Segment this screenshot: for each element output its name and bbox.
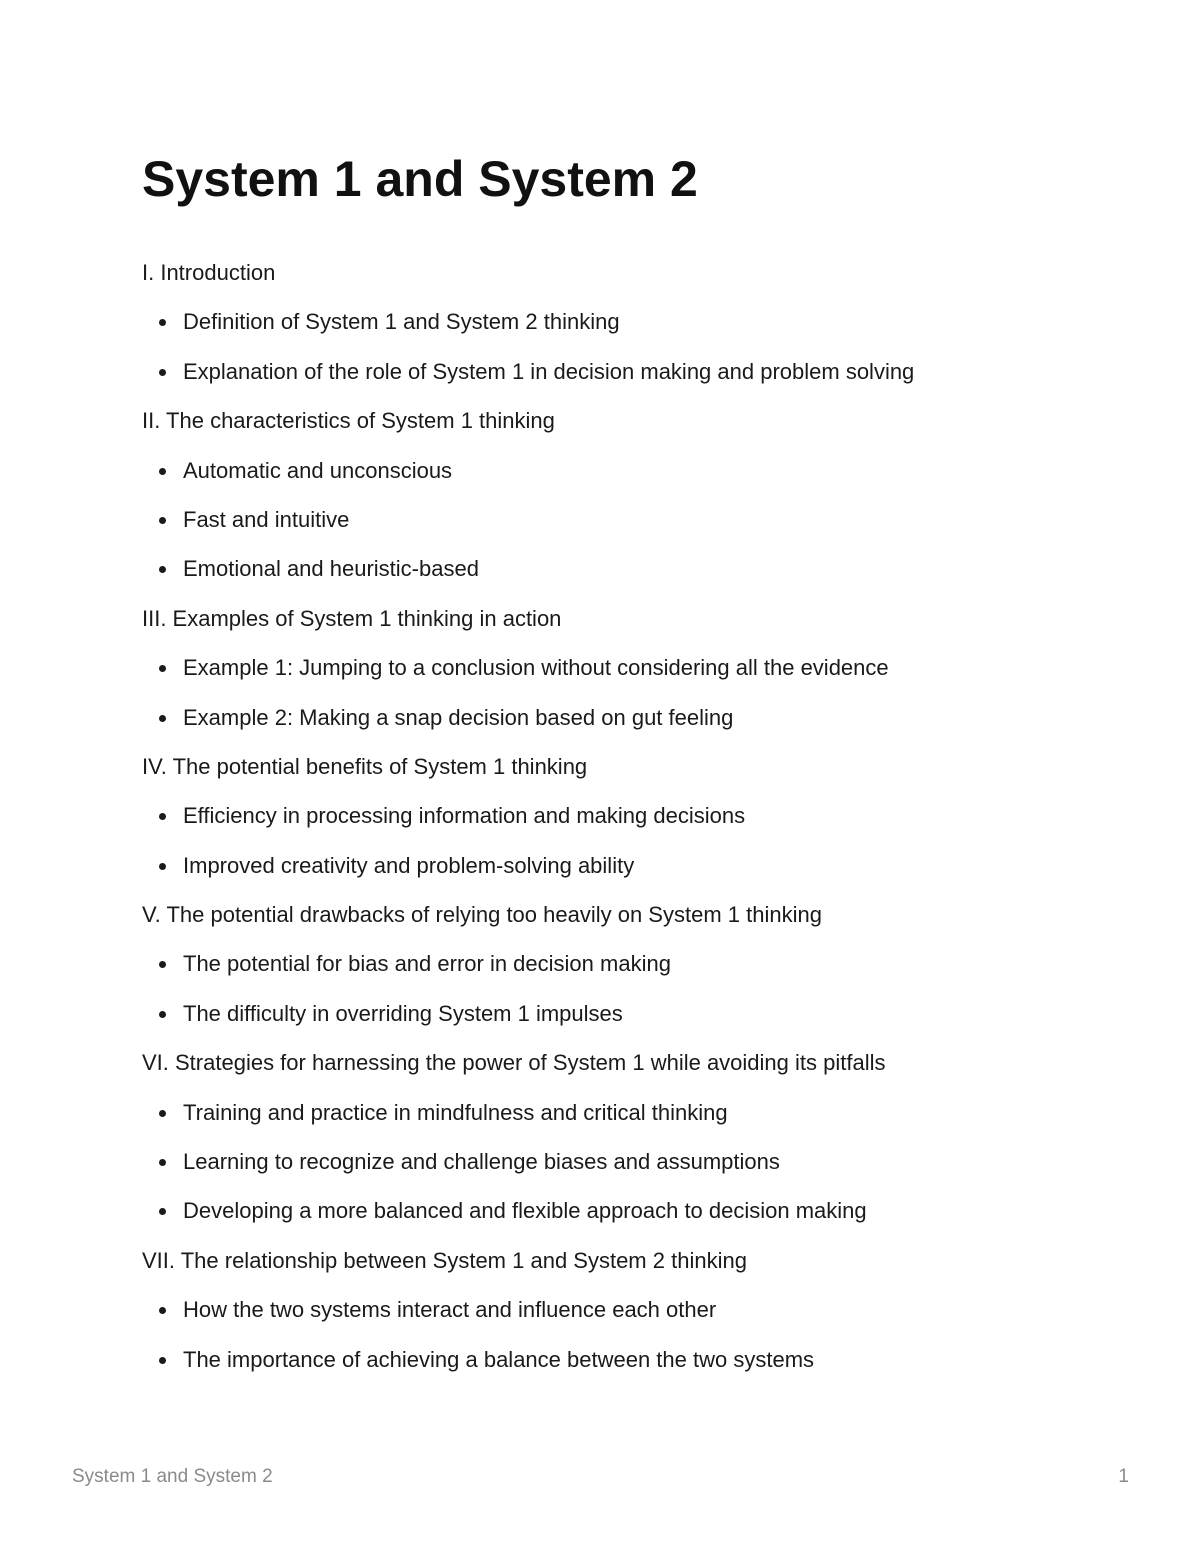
bullet-icon xyxy=(159,665,166,672)
list-item-text: The potential for bias and error in decision making xyxy=(183,951,671,977)
bullet-icon xyxy=(159,468,166,475)
list-item xyxy=(142,503,1102,552)
bullet-icon xyxy=(159,715,166,722)
list-item xyxy=(142,552,1102,601)
bullet-icon xyxy=(159,1159,166,1166)
list-item-text: Fast and intuitive xyxy=(183,506,350,532)
list-item xyxy=(142,454,1102,503)
list-item-text: Developing a more balanced and flexible approach to decision making xyxy=(183,1198,867,1224)
list-item xyxy=(142,1343,1102,1392)
list-item xyxy=(142,651,1102,700)
list-item-text: The difficulty in overriding System 1 impulses xyxy=(183,1000,623,1026)
list-item-text: Explanation of the role of System 1 in decision making and problem solving xyxy=(183,358,915,384)
section-heading-7: VII. The relationship between System 1 and System 2 thinking xyxy=(142,1247,747,1273)
section-heading-6: VI. Strategies for harnessing the power of System 1 while avoiding its pitfalls xyxy=(142,1050,886,1076)
bullet-icon xyxy=(159,566,166,573)
section-heading-5: V. The potential drawbacks of relying too heavily on System 1 thinking xyxy=(142,902,822,928)
bullet-icon xyxy=(159,863,166,870)
list-item xyxy=(142,799,1102,848)
list-item-text: Automatic and unconscious xyxy=(183,457,453,483)
bullet-list-1 xyxy=(142,305,1102,404)
outline xyxy=(142,256,1102,1392)
list-item xyxy=(142,701,1102,750)
list-item xyxy=(142,1096,1102,1145)
footer-page-number: 1 xyxy=(1118,1466,1129,1487)
bullet-icon xyxy=(159,517,166,524)
bullet-icon xyxy=(159,1110,166,1117)
bullet-list-5 xyxy=(142,947,1102,1046)
list-item-text: Improved creativity and problem-solving ability xyxy=(183,852,635,878)
list-item-text: Example 2: Making a snap decision based on gut feeling xyxy=(183,704,734,730)
bullet-list-4 xyxy=(142,799,1102,898)
footer-doc-title: System 1 and System 2 xyxy=(72,1466,273,1487)
bullet-icon xyxy=(159,369,166,376)
bullet-icon xyxy=(159,1357,166,1364)
section-heading-4: IV. The potential benefits of System 1 thinking xyxy=(142,753,588,779)
bullet-list-3 xyxy=(142,651,1102,750)
bullet-icon xyxy=(159,1011,166,1018)
list-item xyxy=(142,355,1102,404)
page-title: System 1 and System 2 xyxy=(142,151,698,207)
list-item xyxy=(142,849,1102,898)
list-item xyxy=(142,1145,1102,1194)
list-item-text: How the two systems interact and influence each other xyxy=(183,1297,717,1323)
list-item-text: Learning to recognize and challenge biases and assumptions xyxy=(183,1149,780,1175)
bullet-list-2 xyxy=(142,454,1102,602)
section-heading-2: II. The characteristics of System 1 thinking xyxy=(142,408,555,434)
bullet-icon xyxy=(159,961,166,968)
section-heading-1: I. Introduction xyxy=(142,260,276,285)
bullet-icon xyxy=(159,1307,166,1314)
list-item-text: Definition of System 1 and System 2 thinking xyxy=(183,309,620,335)
bullet-list-7 xyxy=(142,1293,1102,1392)
bullet-icon xyxy=(159,319,166,326)
list-item-text: Training and practice in mindfulness and critical thinking xyxy=(183,1099,728,1125)
list-item-text: Emotional and heuristic-based xyxy=(183,556,479,582)
list-item xyxy=(142,1194,1102,1243)
list-item xyxy=(142,305,1102,354)
list-item-text: Example 1: Jumping to a conclusion without considering all the evidence xyxy=(183,655,889,681)
bullet-icon xyxy=(159,1208,166,1215)
list-item xyxy=(142,1293,1102,1342)
bullet-list-6 xyxy=(142,1096,1102,1244)
list-item xyxy=(142,997,1102,1046)
section-heading-3: III. Examples of System 1 thinking in action xyxy=(142,605,562,631)
bullet-icon xyxy=(159,813,166,820)
list-item xyxy=(142,947,1102,996)
list-item-text: The importance of achieving a balance between the two systems xyxy=(183,1346,815,1372)
list-item-text: Efficiency in processing information and making decisions xyxy=(183,803,746,829)
